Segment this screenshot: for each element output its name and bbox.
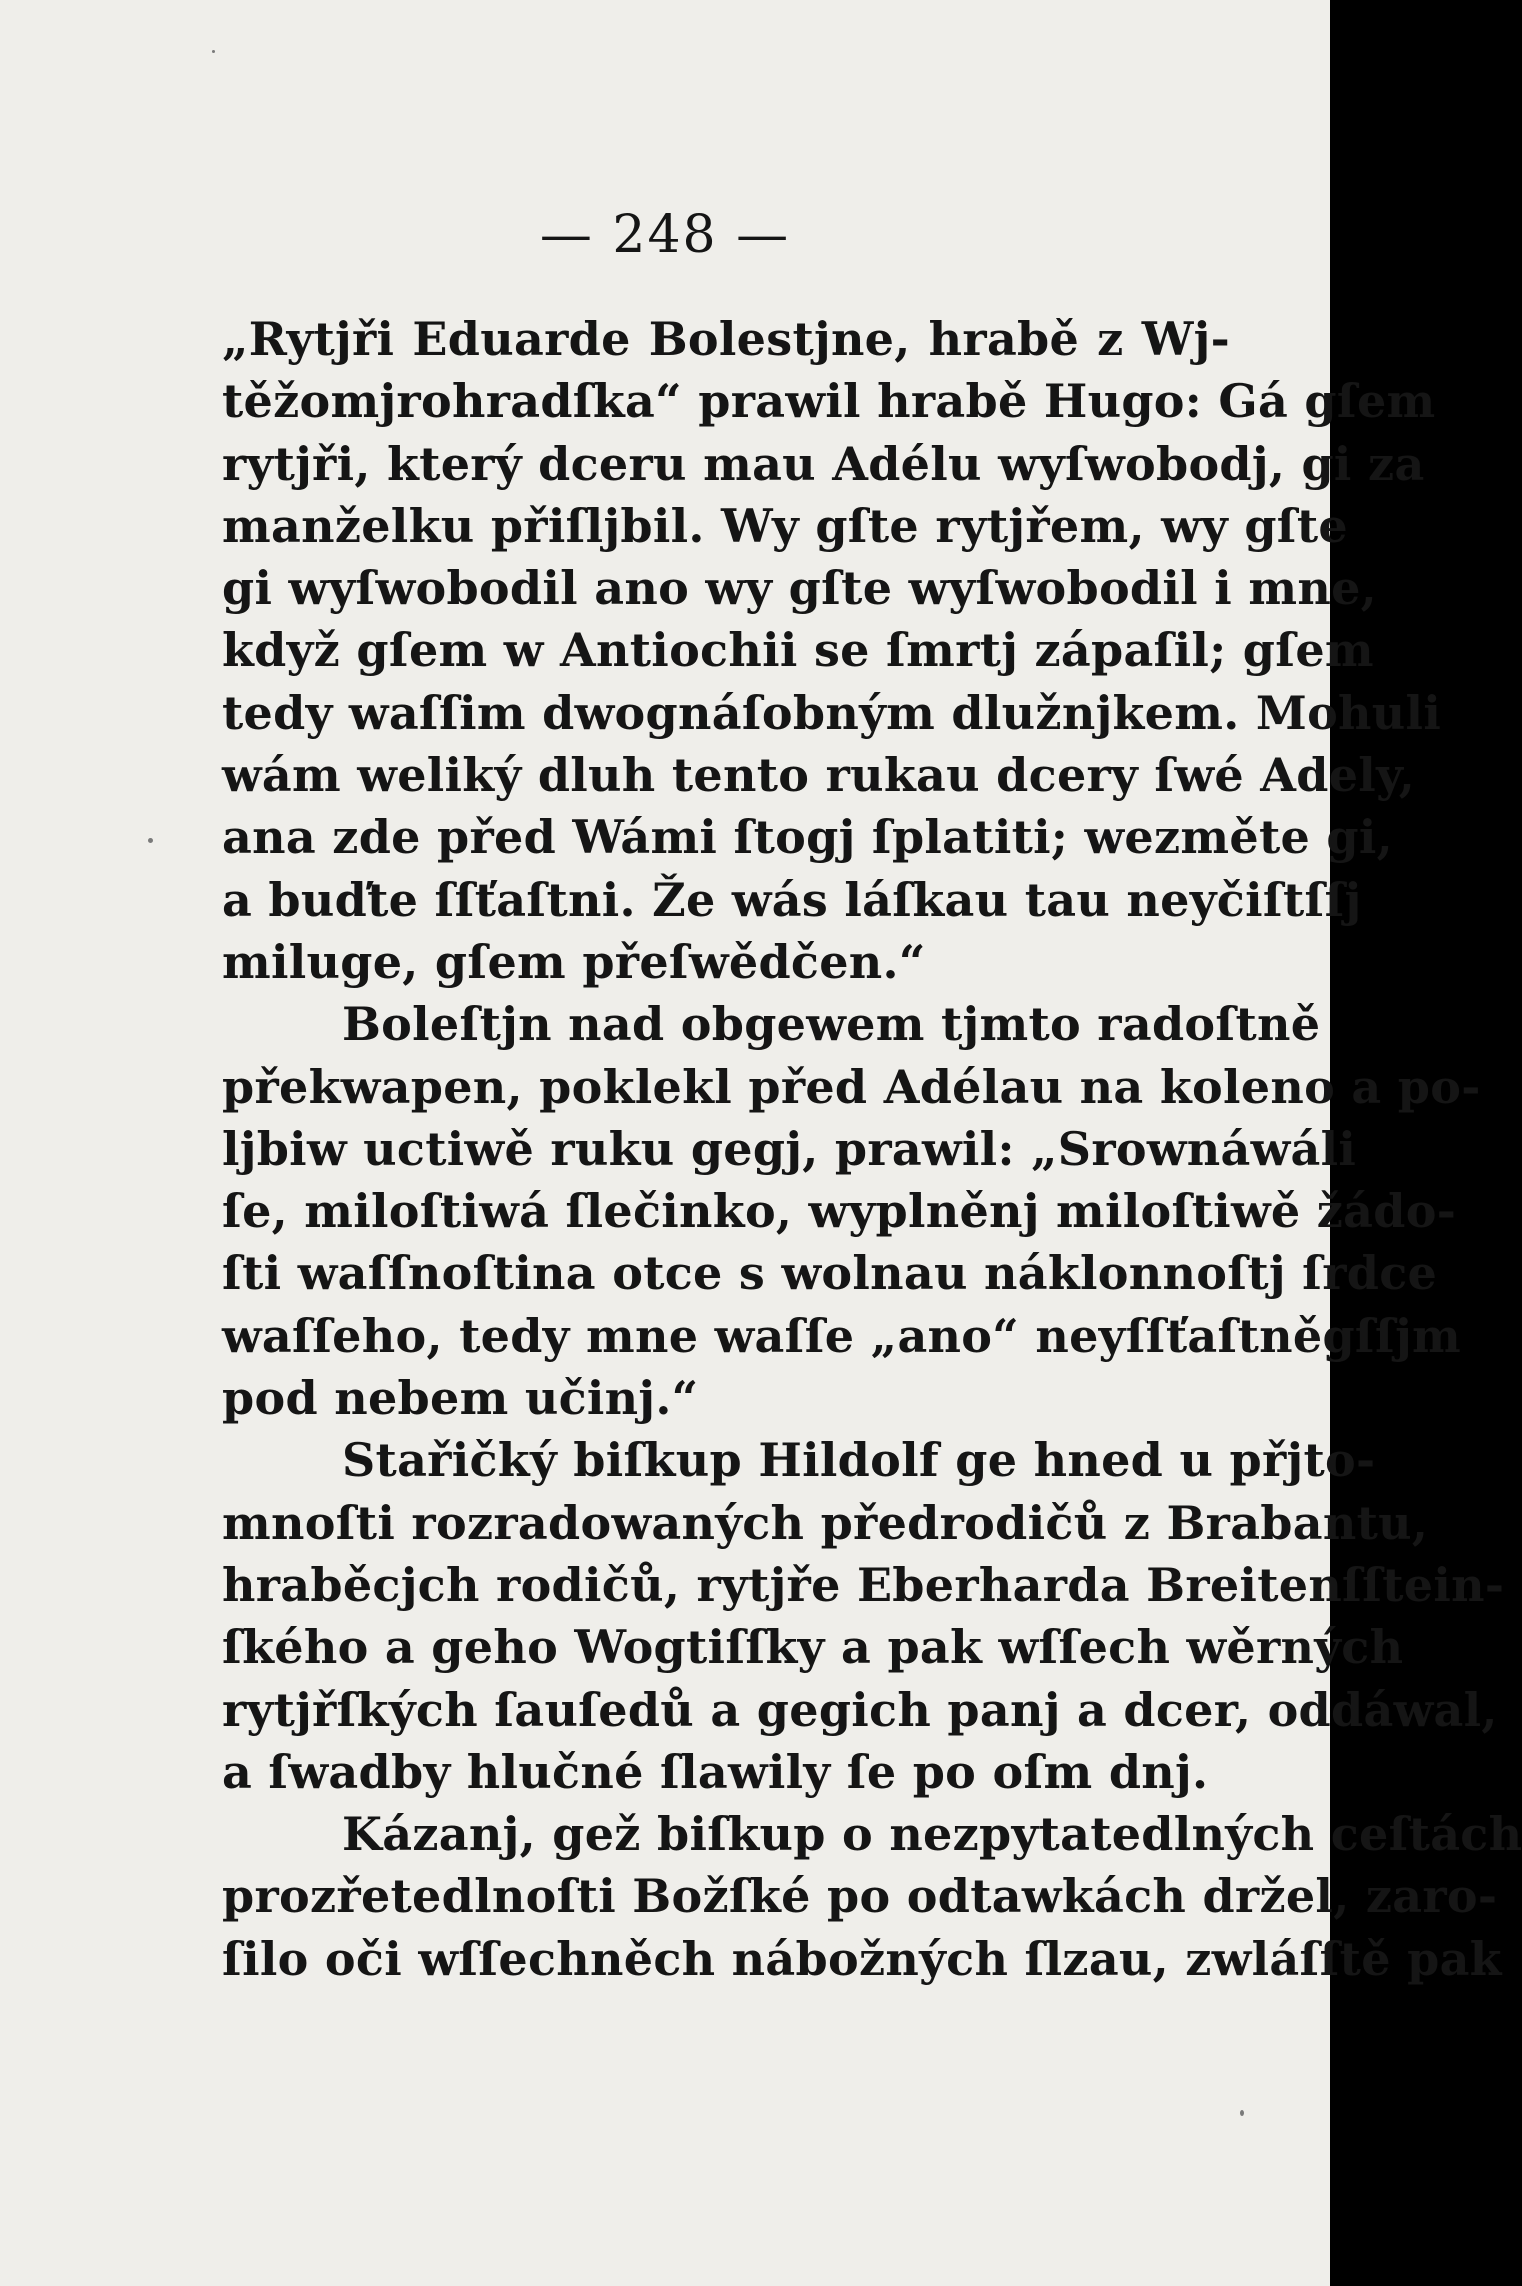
text-line: ana zde před Wámi ſtogj ſplatiti; wezměte gi,: [222, 810, 1393, 865]
text-line: Stařičký biſkup Hildolf ge hned u přjto-: [342, 1433, 1376, 1488]
text-line: mnoſti rozradowaných předrodičů z Brabantu,: [222, 1495, 1429, 1550]
text-line: ſkého a geho Wogtiſſky a pak wſſech wěrných: [222, 1620, 1404, 1675]
body-text: [222, 308, 1522, 1990]
text-line: když gſem w Antiochii se ſmrtj zápaſil; gſem: [222, 623, 1374, 678]
text-line: ſti waſſnoſtina otce s wolnau náklonnoſtj ſrdce: [222, 1246, 1438, 1301]
text-line: a buďte ſſťaſtni. Že wás láſkau tau neyčiſtſſj: [222, 872, 1362, 927]
text-line: „Rytjři Eduarde Bolestjne, hrabě z Wj-: [222, 312, 1230, 366]
paper-speck: [148, 838, 153, 843]
text-line: Boleſtjn nad obgewem tjmto radoſtně: [342, 997, 1321, 1052]
text-line: tedy waſſim dwognáſobným dlužnjkem. Mohuli: [222, 685, 1442, 740]
text-line: waſſeho, tedy mne waſſe „ano“ neyſſťaſtněgſſjm: [222, 1308, 1462, 1363]
text-line: hraběcjch rodičů, rytjře Eberharda Breitenſſtein-: [222, 1557, 1505, 1612]
text-line: gi wyſwobodil ano wy gſte wyſwobodil i mne,: [222, 561, 1377, 616]
text-line: ſilo oči wſſechněch nábožných ſlzau, zwláſſtě pak: [222, 1931, 1502, 1986]
text-line: rytjřſkých ſauſedů a gegich panj a dcer, oddáwal,: [222, 1682, 1498, 1737]
text-line: ſe, miloſtiwá ſlečinko, wyplněnj miloſtiwě žádo-: [222, 1184, 1457, 1239]
text-line: pod nebem učinj.“: [222, 1371, 699, 1426]
text-line: wám weliký dluh tento rukau dcery ſwé Adely,: [222, 748, 1416, 803]
paper-speck: [212, 50, 215, 53]
page-number: — 248 —: [539, 205, 791, 265]
text-line: ljbiw uctiwě ruku gegj, prawil: „Srownáwáli: [222, 1121, 1357, 1176]
text-line: prozřetedlnoſti Božſké po odtawkách držel, zaro-: [222, 1869, 1498, 1924]
text-line: rytjři, který dceru mau Adélu wyſwobodj, gi za: [222, 436, 1425, 491]
text-line: manželku přiſljbil. Wy gſte rytjřem, wy gſte: [222, 498, 1348, 553]
text-line: překwapen, poklekl před Adélau na koleno a po-: [222, 1059, 1481, 1114]
text-line: miluge, gſem přeſwědčen.“: [222, 934, 926, 989]
text-line: a ſwadby hlučné ſlawily ſe po oſm dnj.: [222, 1744, 1209, 1799]
paper-speck: [1240, 2110, 1244, 2116]
text-line: Kázanj, gež biſkup o nezpytatedlných ceſtách: [342, 1807, 1522, 1862]
text-line: těžomjrohradſka“ prawil hrabě Hugo: Gá gſem: [222, 374, 1436, 429]
